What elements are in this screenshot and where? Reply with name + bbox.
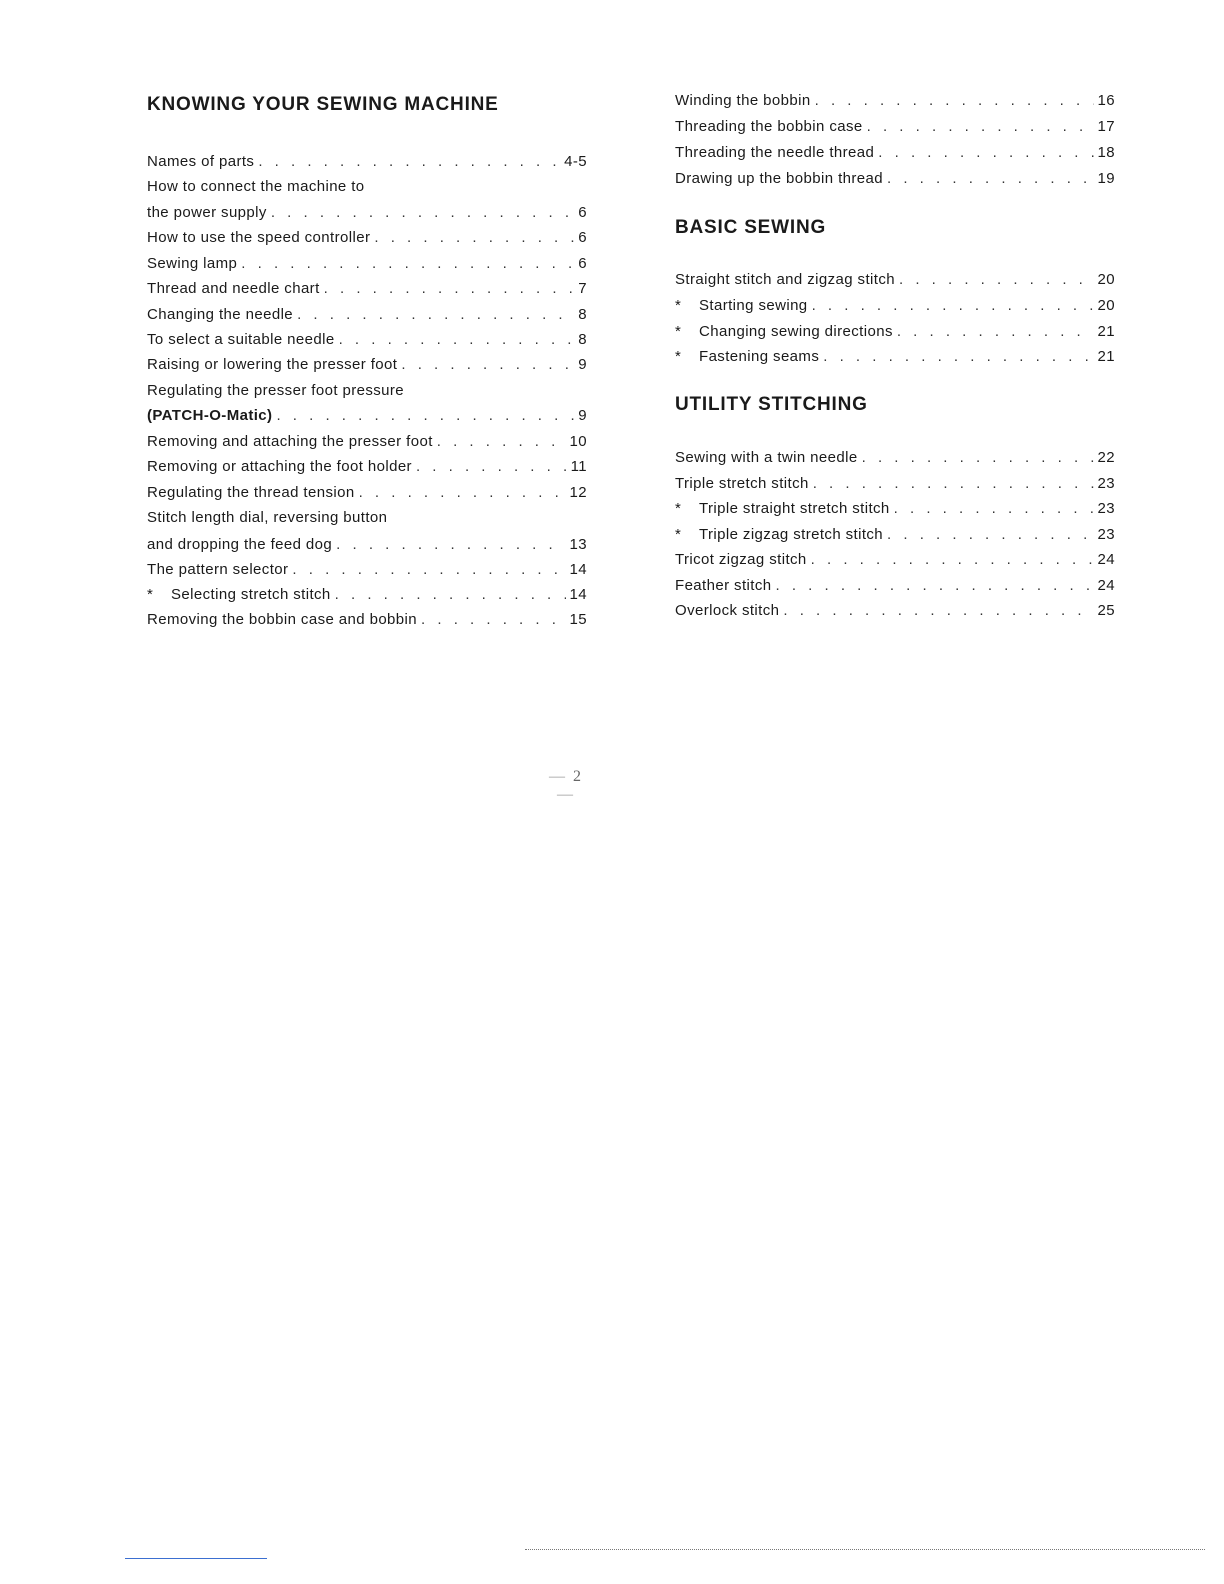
toc-entry-label: Selecting stretch stitch	[171, 586, 331, 603]
toc-entry-label: and dropping the feed dog	[147, 536, 333, 553]
toc-entry[interactable]	[147, 280, 587, 298]
toc-entry[interactable]	[675, 449, 1115, 467]
toc-entry-page: 20	[1097, 297, 1115, 314]
toc-entry-label: Names of parts	[147, 153, 255, 170]
toc-entry-label: Sewing with a twin needle	[675, 449, 858, 466]
toc-entry-page: 16	[1097, 92, 1115, 109]
toc-entry[interactable]	[675, 526, 1115, 544]
toc-entry-label: Removing or attaching the foot holder	[147, 458, 412, 475]
toc-entry-label: Triple stretch stitch	[675, 475, 809, 492]
toc-entry-label: Thread and needle chart	[147, 280, 320, 297]
dot-leader	[421, 611, 565, 629]
toc-entry-page: 18	[1097, 144, 1115, 161]
toc-entry[interactable]	[675, 271, 1115, 289]
toc-entry[interactable]	[147, 458, 587, 476]
scan-edge-rule-right	[525, 1549, 1205, 1550]
toc-entry[interactable]	[147, 255, 587, 273]
toc-entry[interactable]	[147, 586, 587, 604]
toc-entry-page: 6	[578, 255, 587, 272]
toc-entry-page: 25	[1097, 602, 1115, 619]
dot-leader	[823, 348, 1093, 366]
toc-entry[interactable]	[675, 551, 1115, 569]
toc-entry-page: 9	[578, 407, 587, 424]
toc-entry-page: 13	[569, 536, 587, 553]
dot-leader	[813, 475, 1094, 493]
toc-entry-page: 23	[1097, 526, 1115, 543]
toc-entry-page: 11	[570, 458, 587, 475]
dot-leader	[862, 449, 1094, 467]
toc-entry[interactable]	[675, 297, 1115, 315]
dot-leader	[887, 170, 1093, 188]
toc-entry-page: 14	[569, 561, 587, 578]
toc-entry[interactable]	[147, 509, 587, 527]
toc-entry-page: 9	[578, 356, 587, 373]
toc-entry-page: 12	[569, 484, 587, 501]
bullet-star: *	[675, 297, 682, 314]
toc-entry-label: To select a suitable needle	[147, 331, 335, 348]
toc-entry-page: 24	[1097, 577, 1115, 594]
toc-entry-label: Regulating the presser foot pressure	[147, 382, 405, 399]
toc-entry[interactable]	[675, 118, 1115, 136]
bullet-star: *	[675, 526, 682, 543]
toc-entry-label: Removing the bobbin case and bobbin	[147, 611, 418, 628]
bullet-star: *	[675, 323, 682, 340]
dot-leader	[897, 323, 1094, 341]
page-number	[541, 768, 591, 804]
toc-entry-label: Sewing lamp	[147, 255, 238, 272]
dot-leader	[297, 306, 574, 324]
dot-leader	[335, 586, 566, 604]
toc-entry-label: Raising or lowering the presser foot	[147, 356, 398, 373]
toc-entry-page: 21	[1097, 323, 1115, 340]
toc-entry-label: How to connect the machine to	[147, 178, 365, 195]
bullet-star: *	[147, 586, 154, 603]
toc-entry-label: Stitch length dial, reversing button	[147, 509, 388, 526]
page-number-dash-left: —	[549, 768, 567, 785]
toc-entry-page: 8	[578, 331, 587, 348]
toc-entry[interactable]	[147, 382, 587, 400]
dot-leader	[258, 153, 560, 171]
toc-entry-label: Threading the bobbin case	[675, 118, 863, 135]
toc-entry-page: 6	[578, 204, 587, 221]
toc-entry-page: 19	[1097, 170, 1115, 187]
toc-entry[interactable]	[147, 536, 587, 554]
toc-entry-label: Threading the needle thread	[675, 144, 875, 161]
section-heading-basic-sewing: BASIC SEWING	[675, 217, 827, 238]
toc-entry-label: Removing and attaching the presser foot	[147, 433, 433, 450]
toc-entry[interactable]	[147, 407, 587, 425]
toc-entry-label: Changing the needle	[147, 306, 294, 323]
toc-entry[interactable]	[675, 475, 1115, 493]
toc-entry-label: Feather stitch	[675, 577, 772, 594]
bullet-star: *	[675, 500, 682, 517]
toc-entry-page: 10	[569, 433, 587, 450]
section-heading-knowing-machine: KNOWING YOUR SEWING MACHINE	[147, 94, 499, 115]
toc-entry[interactable]	[147, 611, 587, 629]
toc-entry-label: How to use the speed controller	[147, 229, 371, 246]
dot-leader	[815, 92, 1094, 110]
toc-entry-page: 8	[578, 306, 587, 323]
dot-leader	[867, 118, 1094, 136]
toc-entry[interactable]	[147, 433, 587, 451]
dot-leader	[401, 356, 574, 374]
toc-entry[interactable]	[147, 561, 587, 579]
toc-entry[interactable]	[675, 602, 1115, 620]
toc-entry-label: Winding the bobbin	[675, 92, 811, 109]
toc-entry[interactable]	[147, 178, 587, 196]
toc-entry[interactable]	[147, 356, 587, 374]
bullet-star: *	[675, 348, 682, 365]
dot-leader	[359, 484, 566, 502]
dot-leader	[899, 271, 1094, 289]
dot-leader	[812, 297, 1094, 315]
dot-leader	[775, 577, 1093, 595]
toc-entry-label: Fastening seams	[699, 348, 820, 365]
dot-leader	[437, 433, 566, 451]
toc-entry-label: Starting sewing	[699, 297, 808, 314]
toc-entry-label: Tricot zigzag stitch	[675, 551, 807, 568]
toc-entry-label: Straight stitch and zigzag stitch	[675, 271, 895, 288]
dot-leader	[416, 458, 567, 476]
dot-leader	[336, 536, 565, 554]
toc-entry-label: Triple straight stretch stitch	[699, 500, 890, 517]
scan-edge-rule-left	[125, 1558, 267, 1559]
toc-entry-label: Drawing up the bobbin thread	[675, 170, 884, 187]
dot-leader	[783, 602, 1093, 620]
toc-entry-label: Changing sewing directions	[699, 323, 893, 340]
toc-entry[interactable]	[675, 144, 1115, 162]
toc-entry[interactable]	[147, 204, 587, 222]
toc-entry-page: 14	[569, 586, 587, 603]
toc-entry-label: Triple zigzag stretch stitch	[699, 526, 884, 543]
toc-entry[interactable]	[147, 229, 587, 247]
toc-entry[interactable]	[675, 92, 1115, 110]
dot-leader	[324, 280, 575, 298]
toc-entry-page: 23	[1097, 475, 1115, 492]
toc-entry[interactable]	[675, 323, 1115, 341]
toc-entry[interactable]	[147, 484, 587, 502]
dot-leader	[276, 407, 574, 425]
toc-entry[interactable]	[147, 331, 587, 349]
toc-entry[interactable]	[147, 153, 587, 171]
toc-entry[interactable]	[675, 577, 1115, 595]
toc-entry[interactable]	[147, 306, 587, 324]
toc-entry-page: 23	[1097, 500, 1115, 517]
toc-entry-label: Regulating the thread tension	[147, 484, 355, 501]
toc-entry-label: the power supply	[147, 204, 267, 221]
toc-entry-page: 15	[569, 611, 587, 628]
toc-entry[interactable]	[675, 348, 1115, 366]
toc-entry[interactable]	[675, 500, 1115, 518]
dot-leader	[878, 144, 1093, 162]
toc-entry-label: The pattern selector	[147, 561, 289, 578]
toc-entry[interactable]	[675, 170, 1115, 188]
toc-entry-page: 21	[1097, 348, 1115, 365]
toc-entry-page: 7	[578, 280, 587, 297]
page-number-dash-right: —	[557, 786, 575, 803]
dot-leader	[894, 500, 1094, 518]
toc-entry-page: 24	[1097, 551, 1115, 568]
dot-leader	[374, 229, 574, 247]
toc-entry-label: (PATCH-O-Matic)	[147, 407, 273, 424]
page-number-value: 2	[573, 768, 583, 785]
toc-entry-label: Overlock stitch	[675, 602, 780, 619]
toc-entry-page: 4-5	[564, 153, 587, 170]
dot-leader	[241, 255, 574, 273]
section-heading-utility-stitching: UTILITY STITCHING	[675, 394, 868, 415]
dot-leader	[292, 561, 565, 579]
toc-entry-page: 22	[1097, 449, 1115, 466]
toc-entry-page: 17	[1097, 118, 1115, 135]
dot-leader	[887, 526, 1093, 544]
toc-entry-page: 6	[578, 229, 587, 246]
dot-leader	[811, 551, 1094, 569]
dot-leader	[339, 331, 575, 349]
toc-entry-page: 20	[1097, 271, 1115, 288]
dot-leader	[271, 204, 574, 222]
